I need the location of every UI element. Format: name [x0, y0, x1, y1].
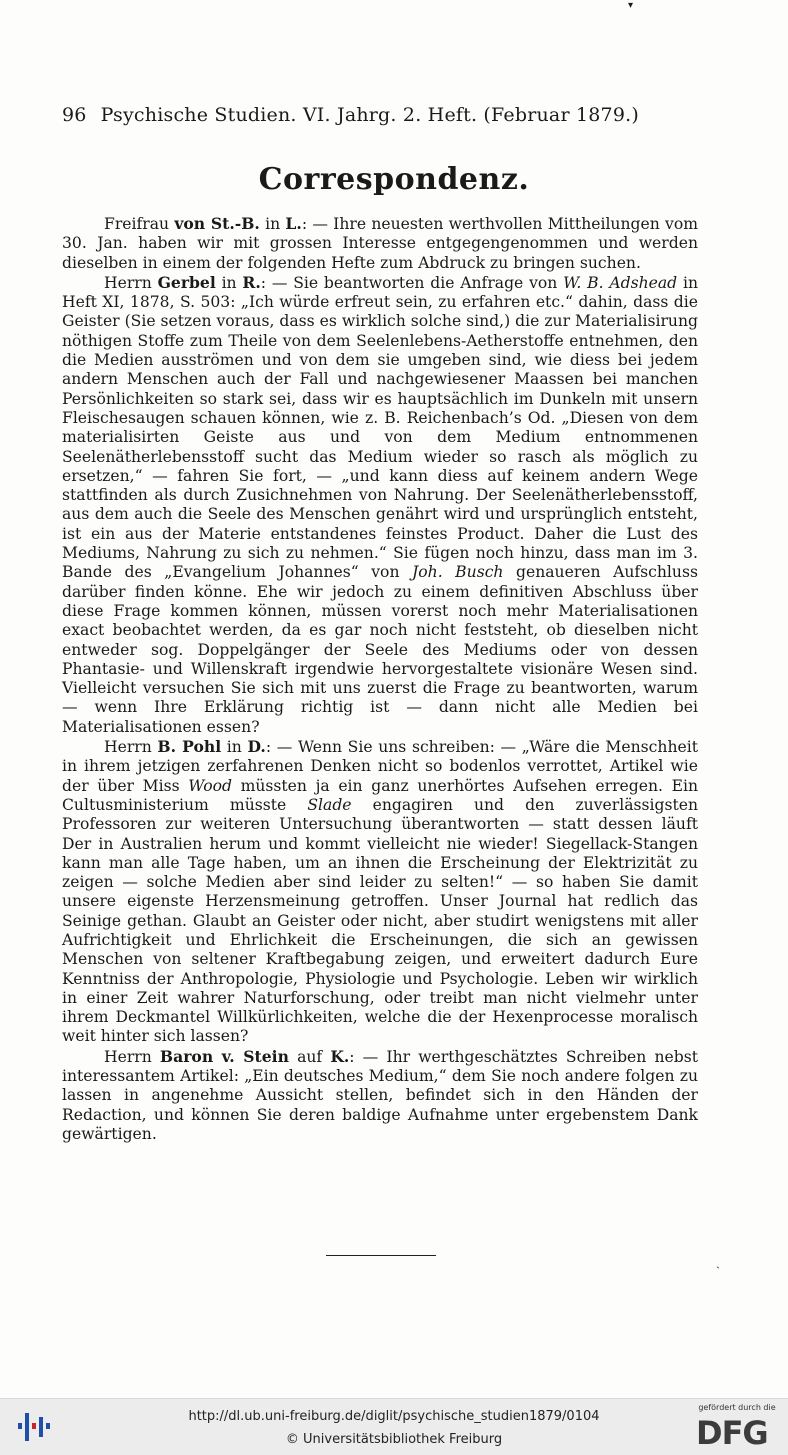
section-title: Correspondenz.: [258, 162, 530, 197]
running-title: Psychische Studien. VI. Jahrg. 2. Heft. (Februar 1879.): [100, 104, 639, 126]
text-run: in: [221, 738, 248, 757]
correspondence-paragraph: [62, 737, 698, 1047]
text-run: : — Wenn Sie uns schreiben: — „Wäre die Menschheit in ihrem jetzigen zerfahrenen Denken nicht so bodenlos verrottet, Artikel wie der über Miss: [62, 738, 698, 795]
text-run: müssten ja ein ganz unerhörtes Aufsehen erregen. Ein Cultusministerium müsste: [62, 776, 699, 814]
text-run: : — Ihre neuesten werthvollen Mittheilungen vom 30. Jan. haben wir mit grossen Interesse entgegengenommen und werden dieselben in einem der folgenden Hefte zum Abdruck zu bringen suchen.: [62, 215, 699, 272]
italic-text: Slade: [307, 795, 352, 814]
scan-speck: ▾: [628, 0, 634, 11]
correspondence-paragraph: [62, 1047, 698, 1144]
bold-text: R.: [242, 272, 261, 292]
text-run: Herrn: [104, 738, 158, 757]
text-run: : — Sie beantworten die Anfrage von: [260, 273, 564, 292]
correspondence-body: [62, 214, 698, 1144]
text-run: auf: [288, 1047, 331, 1066]
text-run: : — Ihr werthgeschätztes Schreiben nebst interessantem Artikel: „Ein deutsches Medium,“ dem Sie noch andere folgen zu lassen in angenehme Aussicht stellen, befindet sich in den Händen der Redaction, und können Sie deren baldige Aufnahme unter ergebenstem Dank gewärtigen.: [62, 1047, 698, 1143]
text-run: in: [215, 273, 243, 292]
bold-text: K.: [330, 1046, 350, 1066]
text-run: Freifrau: [104, 215, 175, 233]
dfg-tagline: gefördert durch die: [698, 1403, 776, 1412]
copyright-notice: © Universitätsbibliothek Freiburg: [285, 1432, 503, 1447]
italic-text: Joh. Busch: [412, 563, 504, 582]
bold-text: D.: [247, 737, 266, 757]
text-run: genaueren Aufschluss darüber finden könne. Ehe wir jedoch zu einem definitiven Abschluss über diese Frage kommen können, müssen vorerst noch mehr Materialisationen exact beobachtet werden, da es gar noch nicht feststeht, ob dieselben nicht entweder sog. Doppelgänger der Seele des Mediums oder von dessen Phantasie- und Willenskraft irgendwie hervorgestaltete visionäre Wesen sind. Vielleicht versuchen Sie sich mit uns zuerst die Frage zu beantworten, warum — wenn Ihre Erklärung richtig ist — dann nicht alle Medien bei Materialisationen essen?: [62, 563, 698, 736]
bold-text: B. Pohl: [157, 737, 222, 757]
correspondence-paragraph: [62, 273, 698, 737]
text-run: Herrn: [104, 1047, 160, 1066]
bold-text: L.: [285, 214, 302, 233]
permalink-link[interactable]: http://dl.ub.uni-freiburg.de/diglit/psychische_studien1879/0104: [188, 1409, 600, 1424]
bold-text: von St.-B.: [174, 214, 260, 233]
text-run: in Heft XI, 1878, S. 503: „Ich würde erfreut sein, zu erfahren etc.“ dahin, dass die Geister (Sie setzen voraus, dass es wirklich solche sind,) die zur Materialisirung nöthigen Stoffe zum Theile von dem Seelenlebens-Aetherstoffe entnehmen, den die Medien ausströmen und von dem sie umgeben sind, wie diess bei jedem andern Menschen auch der Fall und nachgewiesener Maassen bei manchen Persönlichkeiten so stark sei, dass wir es hauptsächlich im Dunkeln mit unsern Fleischesaugen schauen können, wie z. B. Reichenbach’s Od. „Diesen von dem materialisirten Geiste aus und von dem Medium entnommenen Seelenätherlebensstoff sucht das Medium wieder so rasch als möglich zu ersetzen,“ — fahren Sie fort, — „und kann diess auf keinem andern Wege stattfinden als durch Zusichnehmen von Nahrung. Der Seelenätherlebensstoff, aus dem auch die Seele des Menschen genährt wird und ursprünglich entsteht, ist ein aus der Materie entstandenes feinstes Product. Daher die Lust des Mediums, Nahrung zu sich zu nehmen.“ Sie fügen noch hinzu, dass man im 3. Bande des „Evangelium Johannes“ von: [62, 273, 698, 582]
text-run: Herrn: [104, 273, 158, 292]
end-rule: [326, 1255, 436, 1256]
page-number: 96: [62, 104, 87, 126]
italic-text: Wood: [188, 776, 232, 795]
bold-text: Gerbel: [157, 272, 216, 292]
text-run: engagiren und den zuverlässigsten Professoren zur weiteren Untersuchung überantworten — statt dessen läuft Der in Australien herum und kommt vielleicht nie wieder! Siegellack-Stangen kann man alle Tage haben, um an ihnen die Erscheinung der Elektrizität zu zeigen — solche Medien aber sind leider zu selten!“ — so haben Sie damit unsere eigenste Herzensmeinung getroffen. Unser Journal hat redlich das Seinige gethan. Glaubt an Geister oder nicht, aber studirt wenigstens mit aller Aufrichtigkeit und Ehrlichkeit die Erscheinungen, die sich an gewissen Menschen von seltener Kraftbegabung zeigen, und erweitert dadurch Eure Kenntniss der Anthropologie, Physiologie und Psychologie. Leben wir wirklich in einer Zeit wahrer Naturforschung, oder treibt man nicht vielmehr unter ihrem Deckmantel Willkürlichkeiten, welche die der Hexenprocesse moralisch weit hinter sich lassen?: [62, 795, 699, 1046]
bold-text: Baron v. Stein: [159, 1046, 289, 1066]
dfg-logo-text: DFG: [696, 1414, 768, 1452]
running-header: [62, 104, 702, 126]
correspondence-paragraph: [62, 214, 698, 273]
scan-mark: ˎ: [716, 1255, 720, 1269]
text-run: in: [259, 215, 286, 233]
italic-text: W. B. Adshead: [563, 273, 678, 292]
dfg-logo-icon: [694, 1403, 780, 1451]
viewer-footer: [0, 1398, 788, 1455]
